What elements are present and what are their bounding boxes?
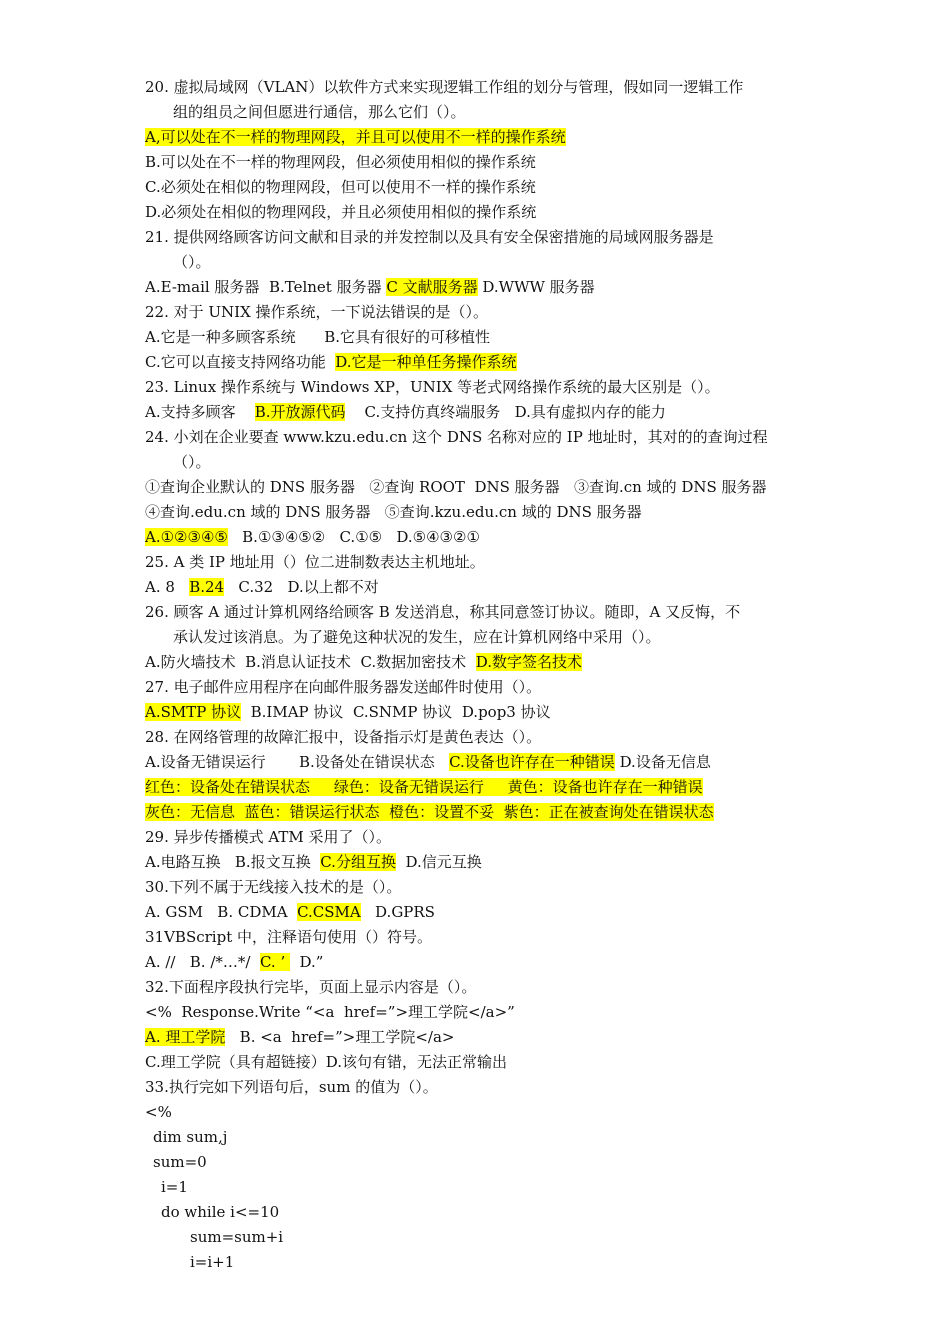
text-segment: 25. A 类 IP 地址用（）位二进制数表达主机地址。 bbox=[145, 553, 485, 571]
text-segment: 21. 提供网络顾客访问文献和目录的并发控制以及具有安全保密措施的局域网服务器是 bbox=[145, 228, 714, 246]
text-segment: D.必须处在相似的物理网段，并且必须使用相似的操作系统 bbox=[145, 203, 537, 221]
q32-code bbox=[145, 1000, 810, 1025]
text-segment: A. GSM B. CDMA bbox=[145, 903, 298, 921]
highlighted-answer: D.它是一种单任务操作系统 bbox=[335, 353, 517, 371]
text-segment: sum=sum+i bbox=[190, 1228, 284, 1246]
q24-steps-1 bbox=[145, 475, 810, 500]
text-segment: （）。 bbox=[173, 453, 211, 471]
text-segment: 26. 顾客 A 通过计算机网络给顾客 B 发送消息，称其同意签订协议。随即，A 又反悔，不 bbox=[145, 603, 741, 621]
highlighted-answer: C.设备也许存在一种错误 bbox=[449, 753, 615, 771]
text-segment: 27. 电子邮件应用程序在向邮件服务器发送邮件时使用（）。 bbox=[145, 678, 542, 696]
text-segment: i=1 bbox=[161, 1178, 188, 1196]
text-segment: A.防火墙技术 B.消息认证技术 C.数据加密技术 bbox=[145, 653, 476, 671]
text-segment: 承认发过该消息。为了避免这种状况的发生，应在计算机网络中采用（）。 bbox=[173, 628, 661, 646]
highlighted-answer: 红色：设备处在错误状态 绿色：设备无错误运行 黄色：设备也许存在一种错误 bbox=[145, 778, 703, 796]
text-segment: sum=0 bbox=[153, 1153, 207, 1171]
text-segment: 31VBScript 中，注释语句使用（）符号。 bbox=[145, 928, 432, 946]
text-segment: D.信元互换 bbox=[395, 853, 482, 871]
text-segment: C.理工学院（具有超链接）D.该句有错，无法正常输出 bbox=[145, 1053, 507, 1071]
highlighted-answer: C.分组互换 bbox=[320, 853, 396, 871]
q33-code-line bbox=[145, 1125, 810, 1150]
highlighted-answer: A,可以处在不一样的物理网段，并且可以使用不一样的操作系统 bbox=[145, 128, 566, 146]
q26-stem bbox=[145, 600, 810, 625]
q33-code-line bbox=[145, 1225, 810, 1250]
text-segment: <% bbox=[145, 1103, 172, 1121]
text-segment: D.WWW 服务器 bbox=[477, 278, 595, 296]
text-segment: C.32 D.以上都不对 bbox=[224, 578, 379, 596]
q32-stem bbox=[145, 975, 810, 1000]
q24-stem bbox=[145, 425, 810, 450]
q32-options-ab bbox=[145, 1025, 810, 1050]
highlighted-answer: 灰色：无信息 蓝色：错误运行状态 橙色：设置不妥 紫色：正在被查询处在错误状态 bbox=[145, 803, 714, 821]
text-segment: do while i<=10 bbox=[161, 1203, 280, 1221]
q24-options bbox=[145, 525, 810, 550]
q24-stem-cont bbox=[145, 450, 810, 475]
text-segment: 33.执行完如下列语句后，sum 的值为（）。 bbox=[145, 1078, 438, 1096]
text-segment: dim sum,j bbox=[153, 1128, 228, 1146]
q33-code-line bbox=[145, 1250, 810, 1275]
q27-options bbox=[145, 700, 810, 725]
text-segment: 组的组员之间但愿进行通信，那么它们（）。 bbox=[173, 103, 466, 121]
text-segment: A. 8 bbox=[145, 578, 190, 596]
q33-code-line bbox=[145, 1150, 810, 1175]
text-segment: 23. Linux 操作系统与 Windows XP，UNIX 等老式网络操作系统的最大区别是（）。 bbox=[145, 378, 720, 396]
text-segment: B.可以处在不一样的物理网段，但必须使用相似的操作系统 bbox=[145, 153, 536, 171]
highlighted-answer: C. ’ bbox=[259, 953, 290, 971]
text-segment: D.” bbox=[290, 953, 324, 971]
highlighted-answer: A.SMTP 协议 bbox=[145, 703, 242, 721]
text-segment: D.设备无信息 bbox=[614, 753, 711, 771]
text-segment: C.支持仿真终端服务 D.具有虚拟内存的能力 bbox=[345, 403, 666, 421]
q20-stem-cont bbox=[145, 100, 810, 125]
q21-options bbox=[145, 275, 810, 300]
text-segment: ①查询企业默认的 DNS 服务器 ②查询 ROOT DNS 服务器 ③查询.cn 域的 DNS 服务器 bbox=[145, 478, 767, 496]
q28-stem bbox=[145, 725, 810, 750]
text-segment: 30.下列不属于无线接入技术的是（）。 bbox=[145, 878, 402, 896]
highlighted-answer: B.24 bbox=[189, 578, 225, 596]
q31-options bbox=[145, 950, 810, 975]
q28-note-1 bbox=[145, 775, 810, 800]
q30-stem bbox=[145, 875, 810, 900]
q29-stem bbox=[145, 825, 810, 850]
highlighted-answer: C.CSMA bbox=[297, 903, 361, 921]
text-segment: A.E-mail 服务器 B.Telnet 服务器 bbox=[145, 278, 387, 296]
q27-stem bbox=[145, 675, 810, 700]
q30-options bbox=[145, 900, 810, 925]
q33-stem bbox=[145, 1075, 810, 1100]
q26-options bbox=[145, 650, 810, 675]
q29-options bbox=[145, 850, 810, 875]
text-segment: B.①③④⑤② C.①⑤ D.⑤④③②① bbox=[227, 528, 480, 546]
q33-code-line bbox=[145, 1200, 810, 1225]
q22-options-ab bbox=[145, 325, 810, 350]
text-segment: （）。 bbox=[173, 253, 211, 271]
q31-stem bbox=[145, 925, 810, 950]
text-segment: <% Response.Write “<a href=”>理工学院</a>” bbox=[145, 1003, 515, 1021]
text-segment: 22. 对于 UNIX 操作系统，一下说法错误的是（）。 bbox=[145, 303, 489, 321]
q26-stem-cont bbox=[145, 625, 810, 650]
text-segment: A.电路互换 B.报文互换 bbox=[145, 853, 321, 871]
text-segment: C.必须处在相似的物理网段，但可以使用不一样的操作系统 bbox=[145, 178, 536, 196]
highlighted-answer: D.数字签名技术 bbox=[475, 653, 582, 671]
q24-steps-2 bbox=[145, 500, 810, 525]
text-segment: C.它可以直接支持网络功能 bbox=[145, 353, 336, 371]
highlighted-answer: C 文献服务器 bbox=[386, 278, 478, 296]
text-segment: A.支持多顾客 bbox=[145, 403, 255, 421]
document-page bbox=[145, 75, 810, 1275]
q25-options bbox=[145, 575, 810, 600]
text-segment: 32.下面程序段执行完毕，页面上显示内容是（）。 bbox=[145, 978, 477, 996]
q23-options bbox=[145, 400, 810, 425]
text-segment: i=i+1 bbox=[190, 1253, 235, 1271]
q33-code-line bbox=[145, 1100, 810, 1125]
text-segment: 20. 虚拟局域网（VLAN）以软件方式来实现逻辑工作组的划分与管理，假如同一逻辑工作 bbox=[145, 78, 744, 96]
highlighted-answer: B.开放源代码 bbox=[254, 403, 346, 421]
q20-stem bbox=[145, 75, 810, 100]
text-segment: 29. 异步传播模式 ATM 采用了（）。 bbox=[145, 828, 392, 846]
text-segment: A. // B. /*…*/ bbox=[145, 953, 260, 971]
q20-option-a bbox=[145, 125, 810, 150]
q22-options-cd bbox=[145, 350, 810, 375]
highlighted-answer: A.①②③④⑤ bbox=[145, 528, 228, 546]
q23-stem bbox=[145, 375, 810, 400]
text-segment: A.设备无错误运行 B.设备处在错误状态 bbox=[145, 753, 450, 771]
q28-note-2 bbox=[145, 800, 810, 825]
text-segment: A.它是一种多顾客系统 B.它具有很好的可移植性 bbox=[145, 328, 491, 346]
text-segment: D.GPRS bbox=[360, 903, 435, 921]
q25-stem bbox=[145, 550, 810, 575]
q20-option-c bbox=[145, 175, 810, 200]
text-segment: 28. 在网络管理的故障汇报中，设备指示灯是黄色表达（）。 bbox=[145, 728, 542, 746]
q28-options bbox=[145, 750, 810, 775]
q33-code-line bbox=[145, 1175, 810, 1200]
q22-stem bbox=[145, 300, 810, 325]
text-segment: 24. 小刘在企业要查 www.kzu.edu.cn 这个 DNS 名称对应的 IP 地址时，其对的的查询过程 bbox=[145, 428, 768, 446]
q21-stem bbox=[145, 225, 810, 250]
q20-option-b bbox=[145, 150, 810, 175]
text-segment: B. <a href=”>理工学院</a> bbox=[225, 1028, 455, 1046]
q21-stem-cont bbox=[145, 250, 810, 275]
q20-option-d bbox=[145, 200, 810, 225]
text-segment: ④查询.edu.cn 域的 DNS 服务器 ⑤查询.kzu.edu.cn 域的 DNS 服务器 bbox=[145, 503, 642, 521]
q32-options-cd bbox=[145, 1050, 810, 1075]
text-segment: B.IMAP 协议 C.SNMP 协议 D.pop3 协议 bbox=[241, 703, 551, 721]
highlighted-answer: A. 理工学院 bbox=[145, 1028, 226, 1046]
